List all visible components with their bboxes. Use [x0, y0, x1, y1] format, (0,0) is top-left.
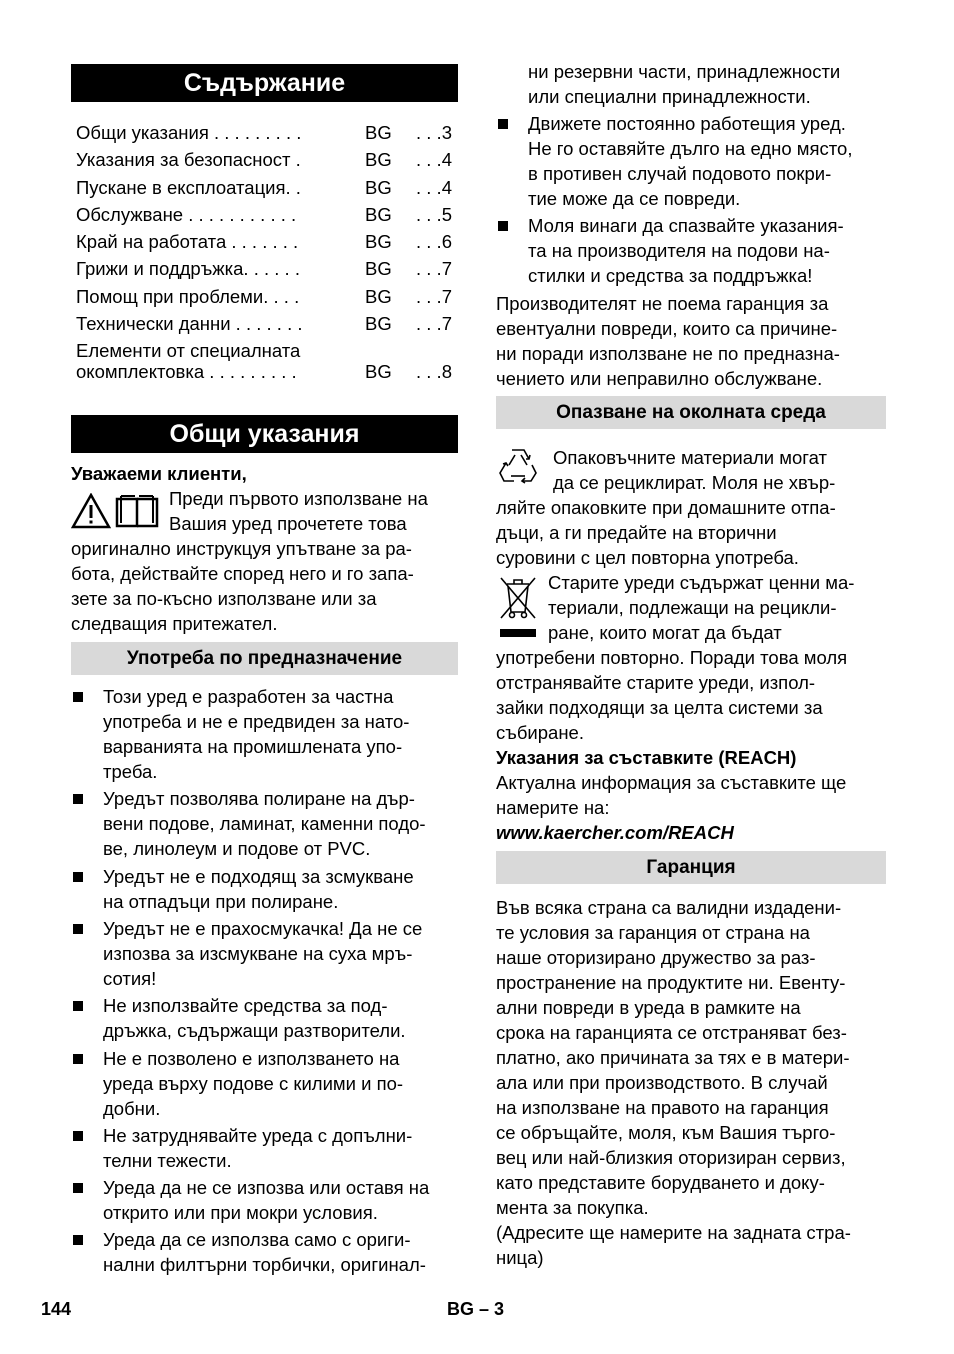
toc-heading: Съдържание	[71, 64, 458, 102]
footer-lang-label: BG – 3	[447, 1299, 505, 1319]
reach-link[interactable]: www.kaercher.com/REACH	[496, 822, 734, 843]
section-heading-warranty: Гаранция	[496, 851, 886, 884]
warranty-line: ални повреди в уреда в рамките на	[496, 997, 801, 1018]
section-heading-general: Общи указания	[71, 415, 458, 453]
intro-line: Преди първото използване на	[169, 488, 428, 509]
liability-line: ни поради използване не по предназна-	[496, 343, 840, 364]
intro-line: следващия притежател.	[71, 613, 278, 634]
warranty-line: мента за покупка.	[496, 1197, 649, 1218]
old-devices-line: ране, които могат да бъдат	[548, 622, 782, 643]
packaging-line: суровини с цел повторна употреба.	[496, 547, 799, 568]
page-number: 144	[41, 1299, 72, 1319]
warranty-line: вец или най-близкия оторизиран сервиз,	[496, 1147, 846, 1168]
packaging-line: дъци, а ги предайте на вторични	[496, 522, 777, 543]
warranty-line: се обръщайте, моля, към Вашия търго-	[496, 1122, 836, 1143]
toc-entry[interactable]: Указания за безопасност . BG . . .4	[76, 149, 452, 170]
warranty-line: на използване на правото на гаранция	[496, 1097, 829, 1118]
toc-entry[interactable]: Помощ при проблеми. . . . BG . . .7	[76, 286, 452, 307]
old-devices-line: зайки подходящи за целта системи за	[496, 697, 823, 718]
old-devices-line: териали, подлежащи на рецикли-	[548, 597, 837, 618]
reach-title: Указания за съставките (REACH)	[496, 747, 797, 768]
warranty-line: наше оторизирано дружество за раз-	[496, 947, 816, 968]
toc-entry[interactable]: Елементи от специалната окомплектовка . . . . . . . . . BG . . .8	[76, 340, 452, 382]
packaging-line: ляйте опаковките при домашните отпа-	[496, 497, 836, 518]
liability-line: евентуални повреди, които са причине-	[496, 318, 838, 339]
warranty-line: Във всяка страна са валидни издадени-	[496, 897, 842, 918]
section-heading-intended-use: Употреба по предназначение	[71, 642, 458, 675]
warranty-line: платно, ако причината за тях е в матери-	[496, 1047, 850, 1068]
continuation-line: ни резервни части, принадлежности	[528, 61, 841, 82]
warranty-line: срока на гаранцията се отстраняват без-	[496, 1022, 847, 1043]
old-devices-line: събиране.	[496, 722, 584, 743]
reach-line: намерите на:	[496, 797, 610, 818]
recycling-icon	[498, 446, 538, 484]
section-heading-environment: Опазване на околната среда	[496, 396, 886, 429]
warranty-line: те условия за гаранция от страна на	[496, 922, 810, 943]
toc-entry[interactable]: Грижи и поддръжка. . . . . . BG . . .7	[76, 258, 452, 279]
continuation-line: или специални принадлежности.	[528, 86, 811, 107]
liability-line: Производителят не поема гаранция за	[496, 293, 829, 314]
old-devices-line: Старите уреди съдържат ценни ма-	[548, 572, 855, 593]
crossed-bin-icon	[498, 574, 538, 640]
packaging-line: Опаковъчните материали могат	[553, 447, 827, 468]
packaging-line: да се рециклират. Моля не хвър-	[553, 472, 836, 493]
toc-entry[interactable]: Пускане в експлоатация. . BG . . .4	[76, 177, 452, 198]
intro-line: бота, действайте според него и го запа-	[71, 563, 414, 584]
old-devices-line: отстранявайте старите уреди, изпол-	[496, 672, 816, 693]
warranty-line: като представите борудването и доку-	[496, 1172, 825, 1193]
intro-line: зете за по-късно използване или за	[71, 588, 377, 609]
warranty-line: ница)	[496, 1247, 544, 1268]
reach-line: Актуална информация за съставките ще	[496, 772, 847, 793]
intro-line: оригинално инструкцуя упътване за ра-	[71, 538, 412, 559]
intro-line: Вашия уред прочетете това	[169, 513, 407, 534]
liability-line: чението или неправилно обслужване.	[496, 368, 823, 389]
toc-entry[interactable]: Общи указания . . . . . . . . . BG . . .3	[76, 122, 452, 143]
greeting: Уважаеми клиенти,	[71, 463, 247, 484]
old-devices-line: употребени повторно. Поради това моля	[496, 647, 848, 668]
toc-entry[interactable]: Обслужване . . . . . . . . . . . BG . . .5	[76, 204, 452, 225]
warning-manual-icon	[71, 493, 161, 529]
toc-entry[interactable]: Край на работата . . . . . . . BG . . .6	[76, 231, 452, 252]
warranty-line: пространение на продуктите ни. Евенту-	[496, 972, 846, 993]
toc-entry[interactable]: Технически данни . . . . . . . BG . . .7	[76, 313, 452, 334]
warranty-line: ала или при производството. В случай	[496, 1072, 828, 1093]
warranty-line: (Адресите ще намерите на задната стра-	[496, 1222, 851, 1243]
